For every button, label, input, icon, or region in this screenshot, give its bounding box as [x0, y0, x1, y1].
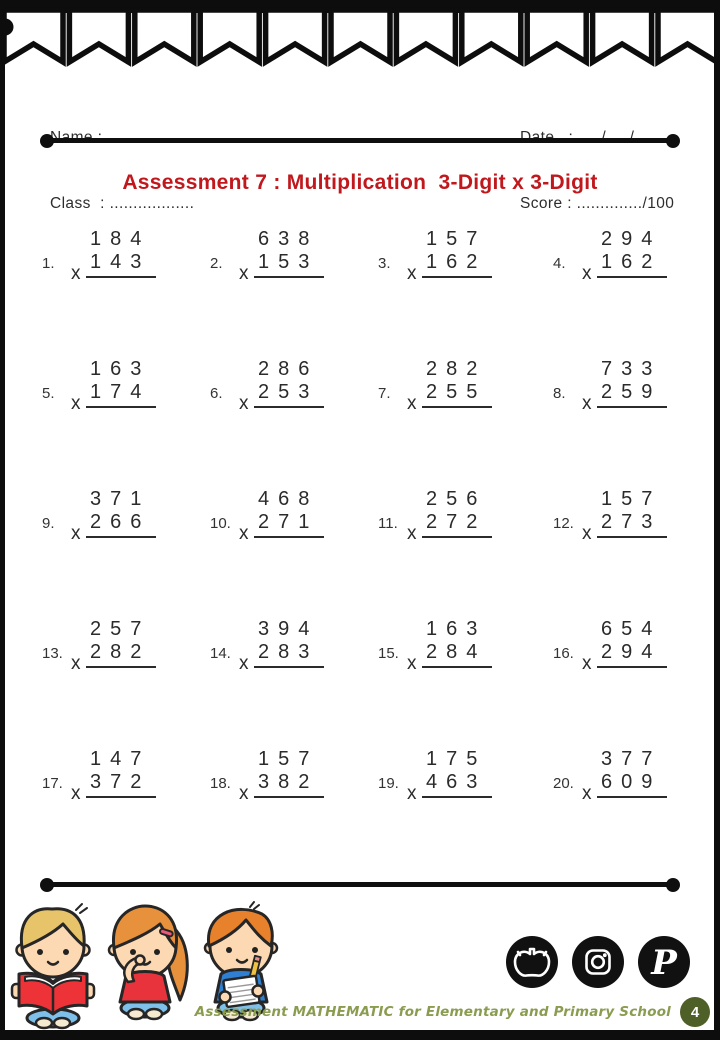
- multiplier: 283: [254, 641, 324, 668]
- answer-space[interactable]: [86, 408, 156, 444]
- answer-space[interactable]: [254, 798, 324, 834]
- problem-work: [71, 748, 156, 834]
- multiply-sign: x: [582, 523, 592, 544]
- problem-work: [239, 228, 324, 314]
- multiplier: 255: [422, 381, 492, 408]
- multiplication-problem: [378, 748, 553, 878]
- multiplier: 162: [597, 251, 667, 278]
- multiply-sign: x: [407, 523, 417, 544]
- problem-work: [407, 618, 492, 704]
- multiplicand: 294: [601, 228, 662, 250]
- class-field[interactable]: Class : ..................: [50, 195, 195, 212]
- problem-number: 15.: [378, 645, 399, 662]
- multiply-sign: x: [239, 393, 249, 414]
- multiply-sign: x: [71, 263, 81, 284]
- problem-work: [407, 748, 492, 834]
- answer-space[interactable]: [254, 668, 324, 704]
- multiplier: 143: [86, 251, 156, 278]
- answer-space[interactable]: [597, 798, 667, 834]
- multiply-sign: x: [239, 263, 249, 284]
- problem-number: 17.: [42, 775, 63, 792]
- multiply-sign: x: [582, 653, 592, 674]
- problems-grid: [0, 228, 714, 878]
- multiplicand: 282: [426, 358, 487, 380]
- problem-work: [582, 358, 667, 444]
- answer-space[interactable]: [422, 538, 492, 574]
- answer-space[interactable]: [597, 538, 667, 574]
- problem-work: [71, 358, 156, 444]
- answer-space[interactable]: [254, 538, 324, 574]
- multiplication-problem: [210, 488, 378, 618]
- multiply-sign: x: [582, 263, 592, 284]
- multiplier: 272: [422, 511, 492, 538]
- answer-space[interactable]: [86, 798, 156, 834]
- problem-work: [407, 488, 492, 574]
- multiplication-problem: [378, 358, 553, 488]
- problem-number: 7.: [378, 385, 391, 402]
- multiplication-problem: [210, 748, 378, 878]
- multiplication-problem: [42, 488, 210, 618]
- problem-work: [239, 358, 324, 444]
- problem-number: 13.: [42, 645, 63, 662]
- problem-number: 14.: [210, 645, 231, 662]
- multiplication-problem: [553, 748, 714, 878]
- problem-work: [239, 748, 324, 834]
- problem-number: 5.: [42, 385, 55, 402]
- svg-text:P: P: [651, 943, 677, 983]
- multiplicand: 157: [426, 228, 487, 250]
- multiplier: 382: [254, 771, 324, 798]
- multiplier: 463: [422, 771, 492, 798]
- answer-space[interactable]: [86, 538, 156, 574]
- problem-number: 16.: [553, 645, 574, 662]
- problem-number: 9.: [42, 515, 55, 532]
- multiplier: 372: [86, 771, 156, 798]
- answer-space[interactable]: [597, 668, 667, 704]
- multiplicand: 157: [601, 488, 662, 510]
- multiplication-problem: [553, 358, 714, 488]
- problem-number: 2.: [210, 255, 223, 272]
- problem-work: [582, 618, 667, 704]
- multiply-sign: x: [582, 783, 592, 804]
- problem-work: [71, 228, 156, 314]
- multiplicand: 256: [426, 488, 487, 510]
- multiplication-problem: [42, 358, 210, 488]
- answer-space[interactable]: [597, 278, 667, 314]
- problem-number: 1.: [42, 255, 55, 272]
- problem-work: [239, 488, 324, 574]
- multiplication-problem: [210, 228, 378, 358]
- multiply-sign: x: [582, 393, 592, 414]
- multiplier: 282: [86, 641, 156, 668]
- multiplier: 294: [597, 641, 667, 668]
- multiply-sign: x: [71, 393, 81, 414]
- problem-number: 12.: [553, 515, 574, 532]
- problem-number: 10.: [210, 515, 231, 532]
- problem-number: 11.: [378, 515, 398, 532]
- multiply-sign: x: [239, 653, 249, 674]
- footer-text: Assessment MATHEMATIC for Elementary and Primary School: [194, 1004, 671, 1020]
- problem-work: [71, 488, 156, 574]
- problem-number: 6.: [210, 385, 223, 402]
- footer: [0, 997, 710, 1027]
- multiplier: 284: [422, 641, 492, 668]
- multiplier: 253: [254, 381, 324, 408]
- divider-top: [48, 138, 672, 143]
- problem-work: [582, 488, 667, 574]
- problem-number: 18.: [210, 775, 231, 792]
- multiplicand: 286: [258, 358, 319, 380]
- pinterest-icon[interactable]: [638, 936, 690, 988]
- answer-space[interactable]: [422, 278, 492, 314]
- bunting-banner: [0, 0, 720, 70]
- multiplier: 162: [422, 251, 492, 278]
- answer-space[interactable]: [254, 278, 324, 314]
- multiplication-problem: [378, 618, 553, 748]
- answer-space[interactable]: [422, 408, 492, 444]
- multiplicand: 638: [258, 228, 319, 250]
- multiplication-problem: [210, 358, 378, 488]
- multiplicand: 468: [258, 488, 319, 510]
- multiply-sign: x: [239, 523, 249, 544]
- problem-work: [407, 228, 492, 314]
- problem-work: [582, 748, 667, 834]
- multiplicand: 163: [426, 618, 487, 640]
- multiply-sign: x: [71, 653, 81, 674]
- answer-space[interactable]: [422, 798, 492, 834]
- multiplicand: 377: [601, 748, 662, 770]
- multiplication-problem: [42, 618, 210, 748]
- multiplicand: 175: [426, 748, 487, 770]
- problem-number: 20.: [553, 775, 574, 792]
- multiplication-problem: [553, 228, 714, 358]
- multiplicand: 733: [601, 358, 662, 380]
- answer-space[interactable]: [597, 408, 667, 444]
- score-field[interactable]: Score : ............../100: [520, 195, 675, 212]
- multiplier: 271: [254, 511, 324, 538]
- problem-number: 4.: [553, 255, 566, 272]
- problem-work: [239, 618, 324, 704]
- multiplier: 153: [254, 251, 324, 278]
- multiplication-problem: [553, 488, 714, 618]
- multiply-sign: x: [407, 263, 417, 284]
- multiplicand: 147: [90, 748, 151, 770]
- multiply-sign: x: [407, 393, 417, 414]
- multiplication-problem: [42, 748, 210, 878]
- answer-space[interactable]: [86, 668, 156, 704]
- multiplication-problem: [42, 228, 210, 358]
- multiplicand: 371: [90, 488, 151, 510]
- multiplicand: 163: [90, 358, 151, 380]
- multiplicand: 157: [258, 748, 319, 770]
- page-title: Assessment 7 : Multiplication 3-Digit x 3-Digit: [122, 171, 598, 194]
- page-number-badge: 4: [680, 997, 710, 1027]
- multiplier: 174: [86, 381, 156, 408]
- multiplication-problem: [553, 618, 714, 748]
- multiplier: 609: [597, 771, 667, 798]
- name-class-block: [50, 83, 194, 237]
- problem-work: [582, 228, 667, 314]
- multiplier: 266: [86, 511, 156, 538]
- answer-space[interactable]: [86, 278, 156, 314]
- multiply-sign: x: [71, 783, 81, 804]
- multiply-sign: x: [407, 783, 417, 804]
- multiplication-problem: [378, 228, 553, 358]
- multiplicand: 394: [258, 618, 319, 640]
- multiply-sign: x: [239, 783, 249, 804]
- social-icons-row: [506, 936, 690, 988]
- multiplication-problem: [378, 488, 553, 618]
- problem-number: 8.: [553, 385, 566, 402]
- answer-space[interactable]: [254, 408, 324, 444]
- multiplication-problem: [210, 618, 378, 748]
- instagram-icon[interactable]: [572, 936, 624, 988]
- multiplicand: 184: [90, 228, 151, 250]
- problem-number: 19.: [378, 775, 399, 792]
- problem-number: 3.: [378, 255, 391, 272]
- multiplier: 259: [597, 381, 667, 408]
- multiplicand: 257: [90, 618, 151, 640]
- divider-bottom: [48, 882, 672, 887]
- multiply-sign: x: [407, 653, 417, 674]
- multiplier: 273: [597, 511, 667, 538]
- answer-space[interactable]: [422, 668, 492, 704]
- multiplicand: 654: [601, 618, 662, 640]
- problem-work: [71, 618, 156, 704]
- problem-work: [407, 358, 492, 444]
- multiply-sign: x: [71, 523, 81, 544]
- tpt-apple-icon[interactable]: [506, 936, 558, 988]
- date-score-block: [520, 83, 674, 237]
